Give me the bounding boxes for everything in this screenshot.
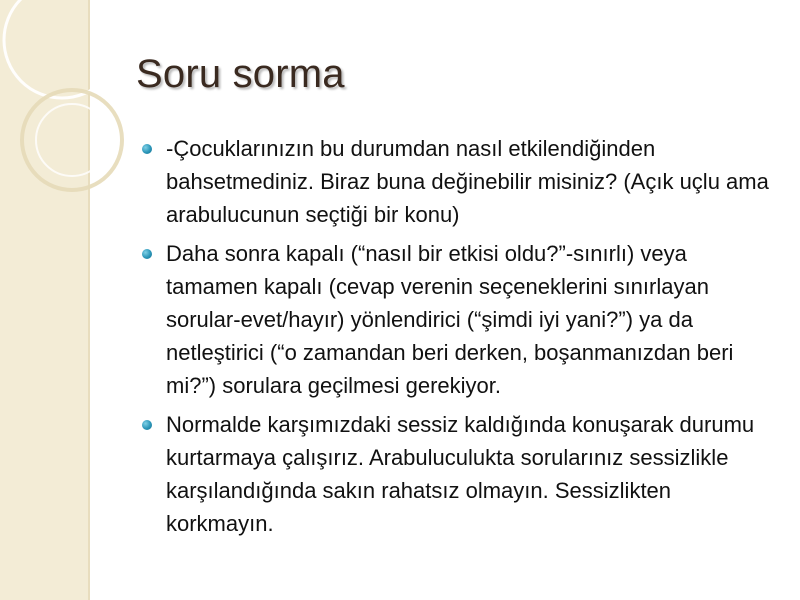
deco-circle-small <box>36 104 108 176</box>
bullet-item <box>140 237 780 402</box>
deco-circle-large <box>4 0 120 98</box>
slide-title: Soru sorma <box>136 52 345 96</box>
decorative-circles <box>0 0 140 220</box>
bullet-icon <box>142 144 152 154</box>
bullet-text: -Çocuklarınızın bu durumdan nasıl etkilendiğinden bahsetmediniz. Biraz buna değinebilir misiniz? (Açık uçlu ama arabulucunun seçtiği bir konu) <box>166 136 769 227</box>
bullet-text: Daha sonra kapalı (“nasıl bir etkisi oldu?”-sınırlı) veya tamamen kapalı (cevap verenin seçeneklerini sınırlayan sorular-evet/hayır) yönlendirici (“şimdi iyi yani?”) ya da netleştirici (“o zamandan beri derken, boşanmanızdan beri mi?”) sorulara geçilmesi gerekiyor. <box>166 241 734 398</box>
bullet-text: Normalde karşımızdaki sessiz kaldığında konuşarak durumu kurtarmaya çalışırız. Arabuluculukta sorularınız sessizlikle karşılandığında sakın rahatsız olmayın. Sessizlikten korkmayın. <box>166 412 755 536</box>
bullet-item <box>140 408 780 540</box>
bullet-list <box>140 132 780 546</box>
bullet-icon <box>142 249 152 259</box>
bullet-icon <box>142 420 152 430</box>
bullet-item <box>140 132 780 231</box>
